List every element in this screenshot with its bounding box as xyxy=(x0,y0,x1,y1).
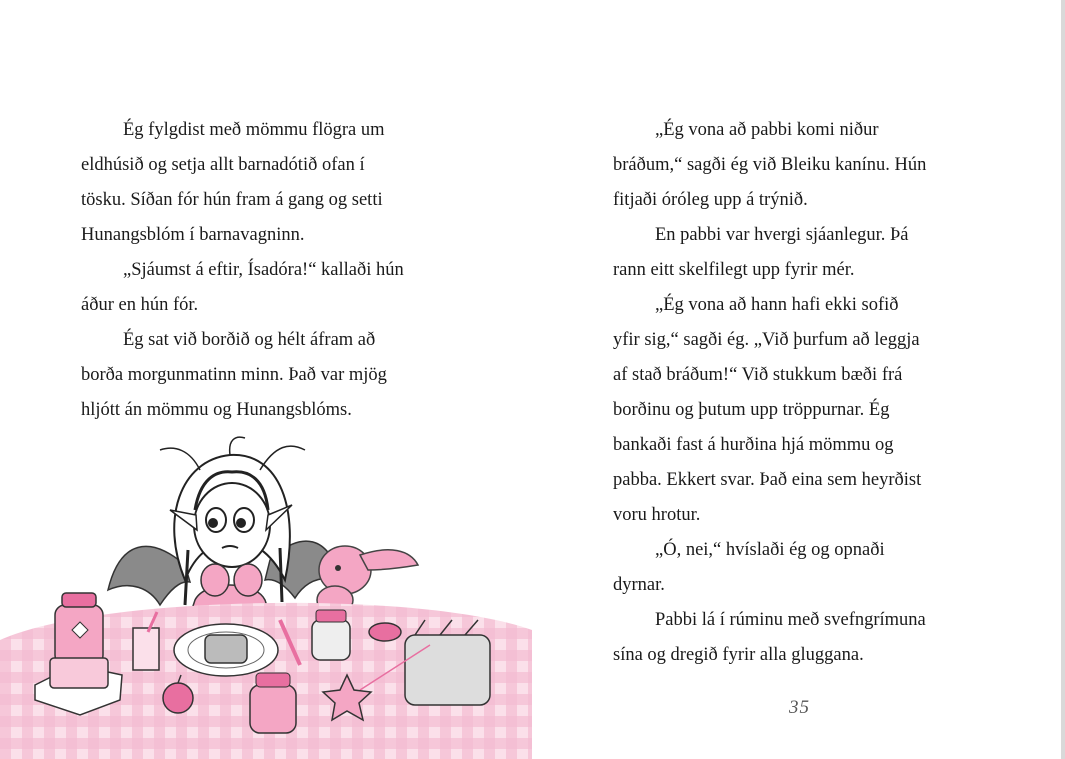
left-page-text xyxy=(81,113,451,428)
left-page xyxy=(0,0,532,759)
paragraph: Pabbi lá í rúminu með svefngrímuna sína og dregið fyrir alla gluggana. xyxy=(613,610,926,665)
page-edge xyxy=(1061,0,1065,759)
right-page-text xyxy=(613,113,993,673)
paragraph: „Ég vona að pabbi komi niður bráðum,“ sagði ég við Bleiku kanínu. Hún fitjaði óróleg upp á trýnið. xyxy=(613,120,927,210)
right-page xyxy=(532,0,1061,759)
page-number: 35 xyxy=(789,697,810,718)
paragraph: Ég fylgdist með mömmu flögra um eldhúsið og setja allt barnadótið ofan í tösku. Síðan fór hún fram á gang og setti Hunangsblóm í barnavagninn. xyxy=(81,120,385,245)
paragraph: „Ég vona að hann hafi ekki sofið yfir sig,“ sagði ég. „Við þurfum að leggja af stað bráðum!“ Við stukkum bæði frá borðinu og þutum upp tröppurnar. Ég bankaði fast á hurðina hjá mömmu og pabba. Ekkert svar. Það eina sem heyrðist voru hrotur. xyxy=(613,295,922,525)
breakfast-illustration xyxy=(0,430,532,759)
paragraph: „Ó, nei,“ hvíslaði ég og opnaði dyrnar. xyxy=(613,540,885,595)
paragraph: „Sjáumst á eftir, Ísadóra!“ kallaði hún áður en hún fór. xyxy=(81,260,404,315)
paragraph: En pabbi var hvergi sjáanlegur. Þá rann eitt skelfilegt upp fyrir mér. xyxy=(613,225,909,280)
paragraph: Ég sat við borðið og hélt áfram að borða morgunmatinn minn. Það var mjög hljótt án mömmu og Hunangsblóms. xyxy=(81,330,387,420)
